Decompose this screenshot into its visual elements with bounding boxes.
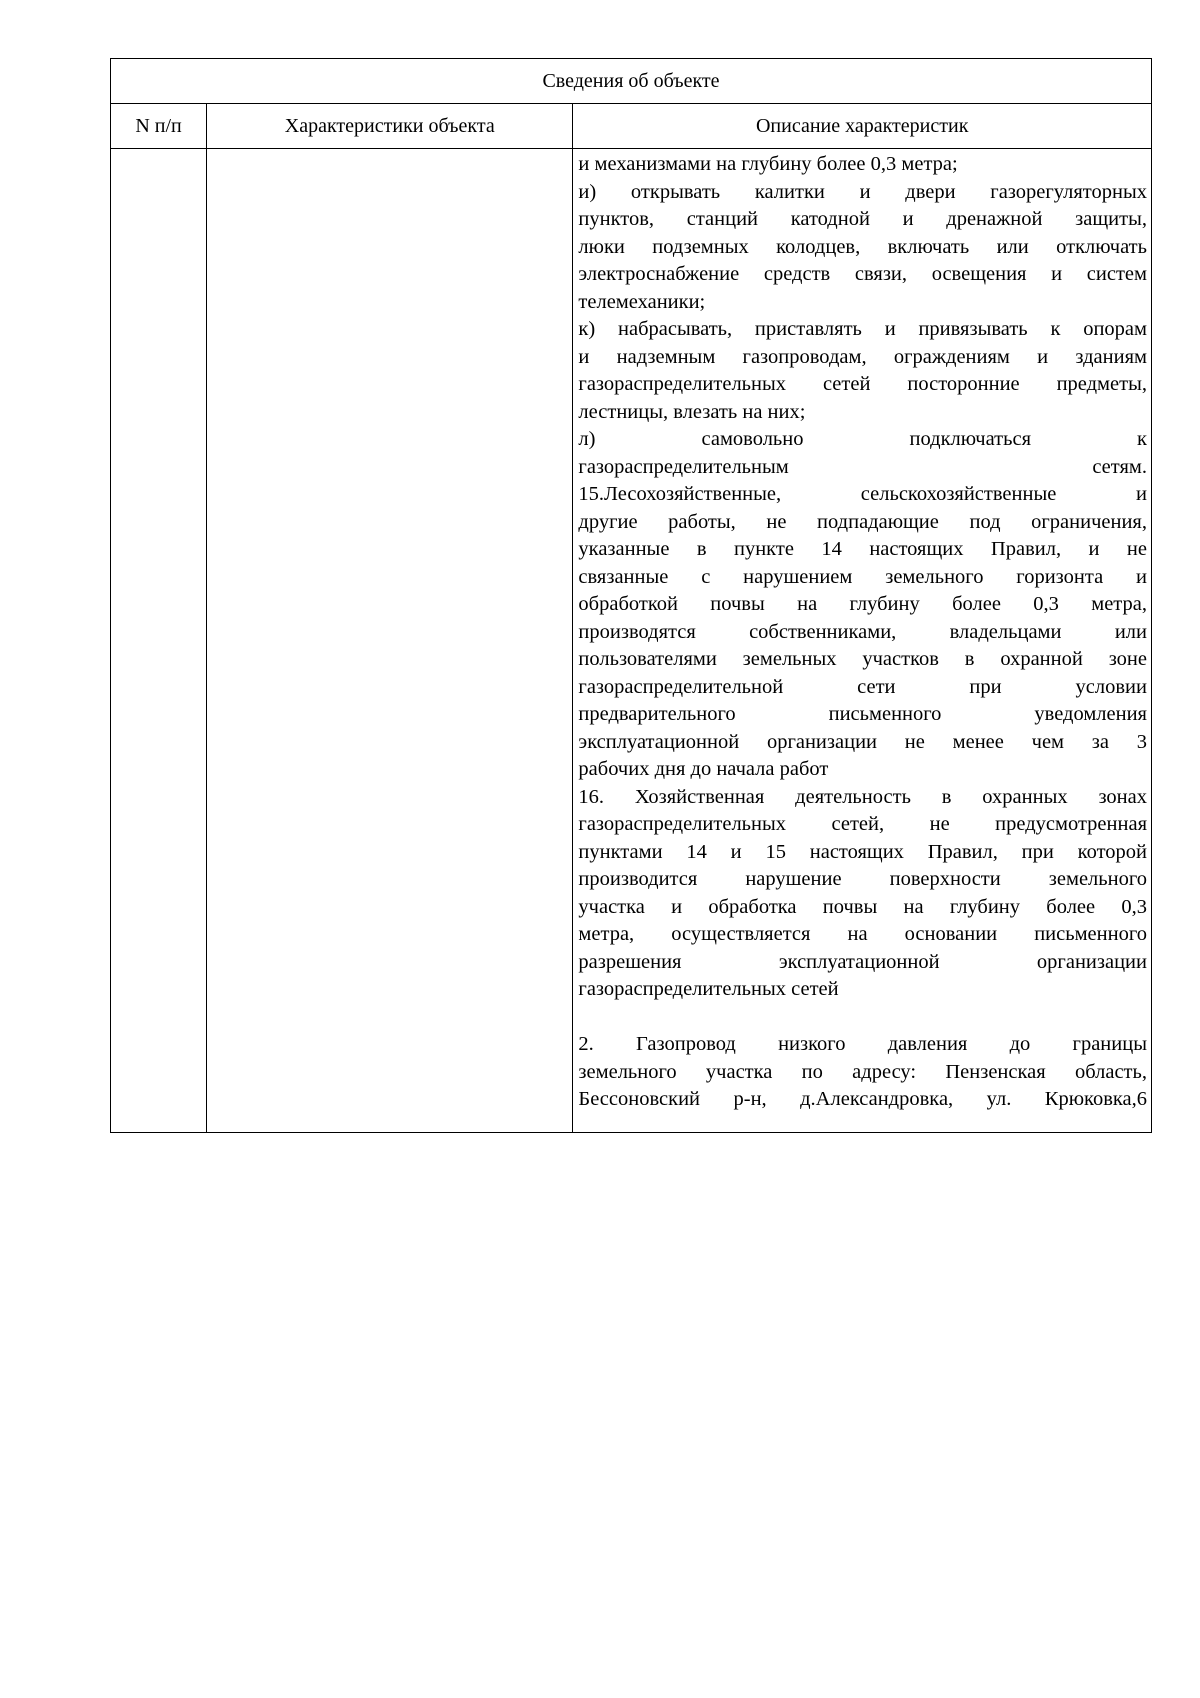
description-line: производится нарушение поверхности земельного [578,868,1147,890]
table-row [111,149,1152,1133]
description-line: газораспределительных сетей посторонние предметы, [578,373,1147,395]
description-line: газораспределительным сетям. [578,455,1147,478]
description-line: пользователями земельных участков в охранной зоне [578,648,1147,670]
description-line: предварительного письменного уведомления [578,703,1147,725]
description-line: эксплуатационной организации не менее чем за 3 [578,730,1147,753]
description-line: и) открывать калитки и двери газорегуляторных [578,180,1147,203]
description-line: метра, осуществляется на основании письменного [578,923,1147,945]
description-line: люки подземных колодцев, включать или отключать [578,235,1147,258]
description-line: разрешения эксплуатационной организации [578,950,1147,973]
description-line: лестницы, влезать на них; [578,400,806,423]
row-characteristics-cell [207,149,573,1133]
description-line: 16. Хозяйственная деятельность в охранных зонах [578,785,1147,808]
description-line: указанные в пункте 14 настоящих Правил, и не [578,538,1147,560]
table-header-row [111,104,1152,149]
description-line [578,1004,1147,1032]
description-line: рабочих дня до начала работ [578,758,829,780]
header-number: N п/п [111,104,207,149]
description-line: 2. Газопровод низкого давления до границы [578,1033,1147,1055]
description-line: производятся собственниками, владельцами или [578,620,1147,643]
description-line: и надземным газопроводам, ограждениям и зданиям [578,345,1147,368]
description-line: обработкой почвы на глубину более 0,3 метра, [578,593,1147,615]
description-line: Бессоновский р-н, д.Александровка, ул. Крюковка,6 [578,1088,1147,1110]
row-description-cell [573,149,1152,1133]
row-number-cell [111,149,207,1133]
description-line: к) набрасывать, приставлять и привязывать к опорам [578,318,1147,340]
description-line: участка и обработка почвы на глубину более 0,3 [578,895,1147,918]
header-description: Описание характеристик [573,104,1152,149]
description-line: связанные с нарушением земельного горизонта и [578,565,1147,588]
description-line: газораспределительных сетей, не предусмотренная [578,813,1147,835]
description-line: 15.Лесохозяйственные, сельскохозяйственные и [578,483,1147,505]
description-line: электроснабжение средств связи, освещения и систем [578,263,1147,285]
header-characteristics: Характеристики объекта [207,104,573,149]
description-line: пунктами 14 и 15 настоящих Правил, при которой [578,840,1147,863]
description-line: газораспределительных сетей [578,978,839,1000]
object-info-table [110,58,1152,1133]
description-line: другие работы, не подпадающие под ограничения, [578,510,1147,533]
description-line: земельного участка по адресу: Пензенская область, [578,1060,1147,1083]
description-line: л) самовольно подключаться к [578,428,1147,450]
description-line: газораспределительной сети при условии [578,675,1147,698]
table-title-row [111,59,1152,104]
description-line: пунктов, станций катодной и дренажной защиты, [578,208,1147,230]
table-title: Сведения об объекте [111,59,1152,104]
description-line: телемеханики; [578,290,706,313]
description-line: и механизмами на глубину более 0,3 метра; [578,153,958,175]
